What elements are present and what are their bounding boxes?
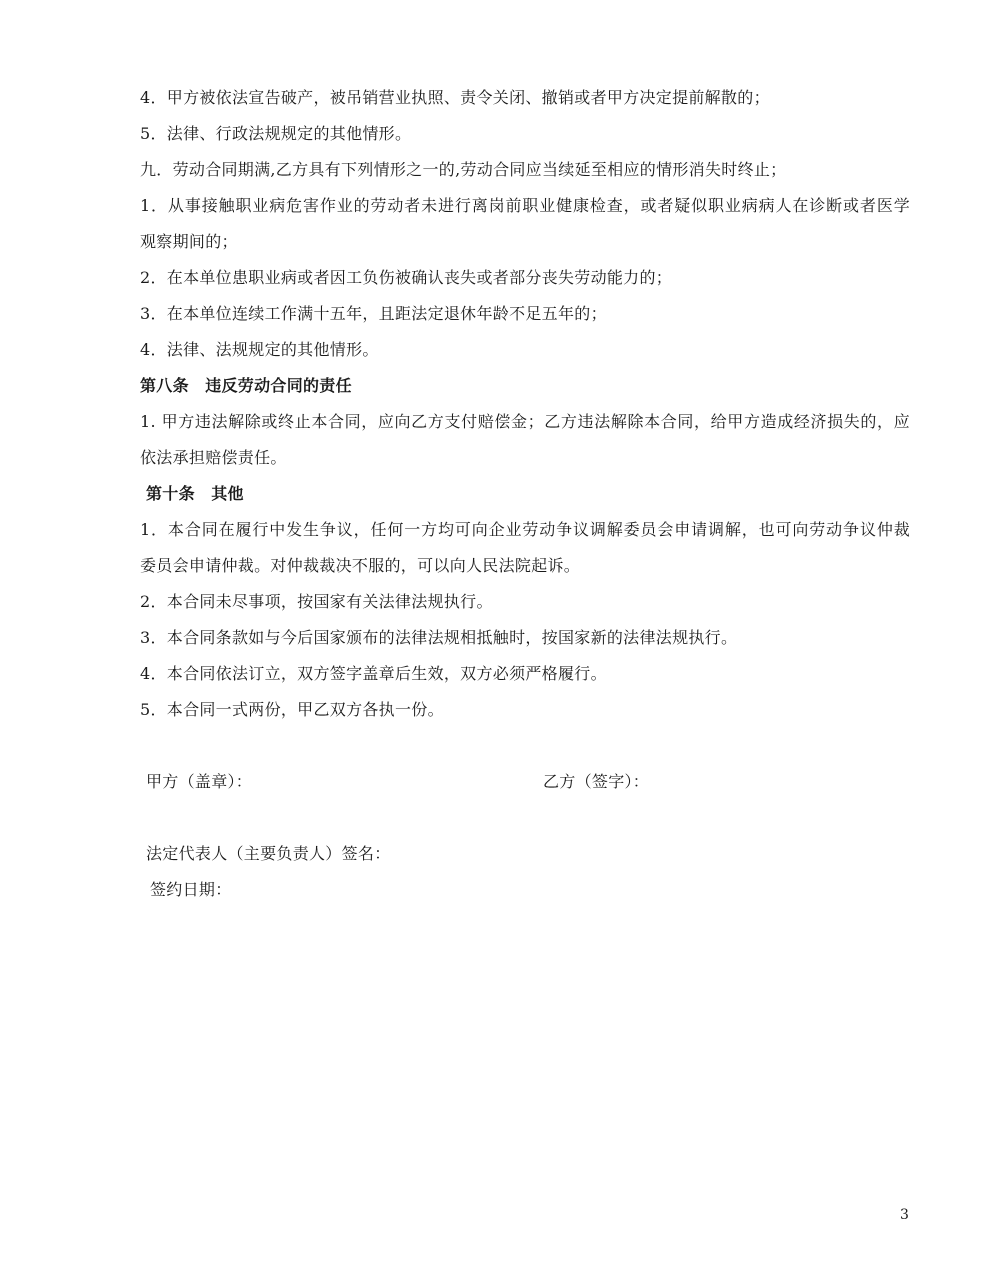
clause-line: 观察期间的； [140, 232, 238, 251]
clause-line: 4．法律、法规规定的其他情形。 [140, 340, 379, 359]
clause-line: 依法承担赔偿责任。 [140, 448, 287, 467]
clause-line: 5．法律、行政法规规定的其他情形。 [140, 124, 412, 143]
clause-line: 1．本合同在履行中发生争议，任何一方均可向企业劳动争议调解委员会申请调解，也可向劳动争议仲裁 [140, 520, 910, 539]
section-10-heading: 第十条 其他 [146, 484, 244, 503]
sign-date-label: 签约日期： [150, 880, 232, 899]
party-a-seal-label: 甲方（盖章）： [146, 772, 253, 791]
clause-line: 4．甲方被依法宣告破产，被吊销营业执照、责令关闭、撤销或者甲方决定提前解散的； [140, 88, 770, 107]
clause-line: 九．劳动合同期满,乙方具有下列情形之一的,劳动合同应当续延至相应的情形消失时终止； [140, 160, 787, 179]
clause-line: 5．本合同一式两份，甲乙双方各执一份。 [140, 700, 444, 719]
clause-line: 4．本合同依法订立，双方签字盖章后生效，双方必须严格履行。 [140, 664, 607, 683]
clause-line: 3．在本单位连续工作满十五年，且距法定退休年龄不足五年的； [140, 304, 607, 323]
clause-line: 1. 甲方违法解除或终止本合同，应向乙方支付赔偿金；乙方违法解除本合同，给甲方造成经济损失的，应 [140, 412, 910, 431]
clause-line: 3．本合同条款如与今后国家颁布的法律法规相抵触时，按国家新的法律法规执行。 [140, 628, 738, 647]
clause-line: 1．从事接触职业病危害作业的劳动者未进行离岗前职业健康检查，或者疑似职业病病人在诊断或者医学 [140, 196, 910, 215]
clause-line: 委员会申请仲裁。对仲裁裁决不服的，可以向人民法院起诉。 [140, 556, 581, 575]
page-number: 3 [900, 1207, 909, 1223]
clause-line: 2．在本单位患职业病或者因工负伤被确认丧失或者部分丧失劳动能力的； [140, 268, 673, 287]
section-8-heading: 第八条 违反劳动合同的责任 [140, 376, 352, 395]
legal-representative-label: 法定代表人（主要负责人）签名： [146, 844, 391, 863]
party-b-sign-label: 乙方（签字）： [543, 772, 650, 791]
clause-line: 2．本合同未尽事项，按国家有关法律法规执行。 [140, 592, 493, 611]
